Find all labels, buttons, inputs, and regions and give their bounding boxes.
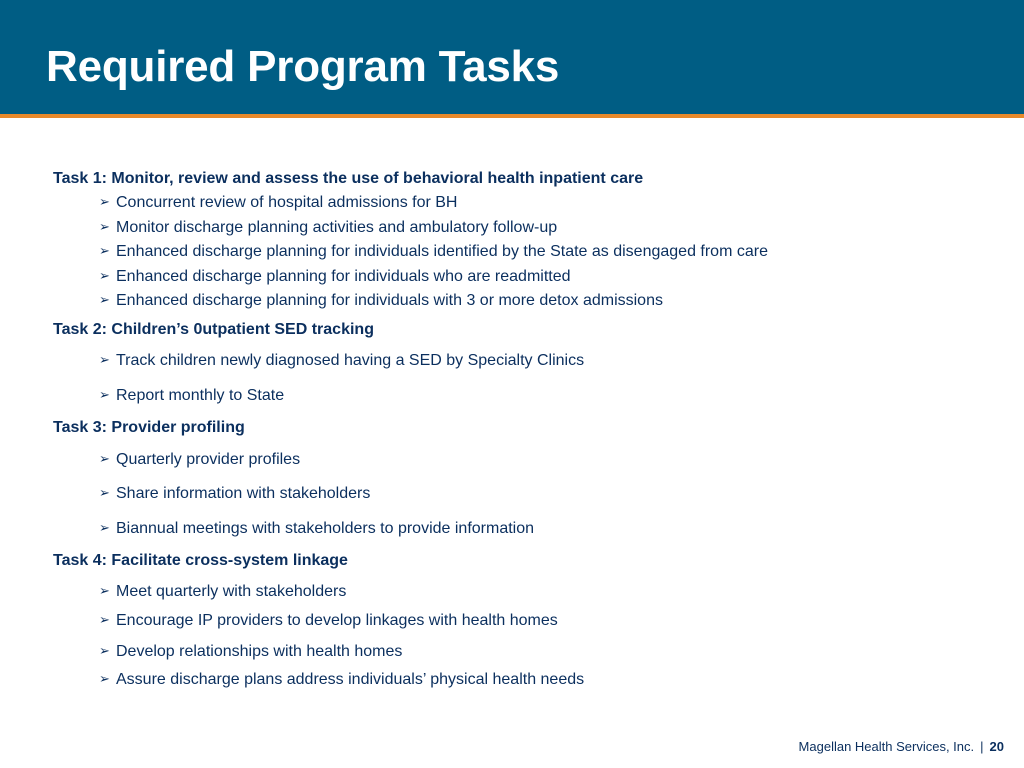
task-4-bullet-1 — [99, 582, 346, 602]
bullet-text: Quarterly provider profiles — [116, 451, 301, 468]
arrow-bullet-icon: ➢ — [99, 194, 110, 209]
arrow-bullet-icon: ➢ — [99, 485, 110, 500]
bullet-text: Track children newly diagnosed having a SED by Specialty Clinics — [116, 352, 585, 369]
task-3-bullet-1 — [99, 450, 300, 470]
bullet-text: Enhanced discharge planning for individuals who are readmitted — [116, 268, 571, 285]
arrow-bullet-icon: ➢ — [99, 451, 110, 466]
task-2-bullet-1 — [99, 351, 584, 371]
task-1-bullet-4 — [99, 267, 571, 287]
footer-separator: | — [980, 739, 984, 754]
task-4-bullet-4 — [99, 670, 584, 690]
task-1-bullet-2 — [99, 218, 557, 238]
bullet-text: Enhanced discharge planning for individuals with 3 or more detox admissions — [116, 292, 663, 309]
task-4-heading: Task 4: Facilitate cross-system linkage — [53, 552, 348, 569]
header-accent-rule — [0, 114, 1024, 118]
task-2-bullet-2 — [99, 386, 284, 406]
task-1-heading: Task 1: Monitor, review and assess the use of behavioral health inpatient care — [53, 170, 644, 187]
task-1-bullet-1 — [99, 193, 457, 213]
bullet-text: Encourage IP providers to develop linkages with health homes — [116, 612, 558, 629]
slide-footer — [799, 738, 1004, 756]
bullet-text: Monitor discharge planning activities and ambulatory follow-up — [116, 219, 558, 236]
task-1-bullet-3 — [99, 242, 768, 262]
slide-title: Required Program Tasks — [46, 42, 560, 91]
bullet-text: Enhanced discharge planning for individuals identified by the State as disengaged from care — [116, 243, 768, 260]
task-4-bullet-2 — [99, 611, 558, 631]
bullet-text: Biannual meetings with stakeholders to provide information — [116, 520, 535, 537]
bullet-text: Share information with stakeholders — [116, 485, 371, 502]
bullet-text: Develop relationships with health homes — [116, 643, 403, 660]
arrow-bullet-icon: ➢ — [99, 583, 110, 598]
bullet-text: Meet quarterly with stakeholders — [116, 583, 347, 600]
arrow-bullet-icon: ➢ — [99, 387, 110, 402]
task-1-bullet-5 — [99, 291, 663, 311]
arrow-bullet-icon: ➢ — [99, 292, 110, 307]
arrow-bullet-icon: ➢ — [99, 612, 110, 627]
arrow-bullet-icon: ➢ — [99, 520, 110, 535]
arrow-bullet-icon: ➢ — [99, 352, 110, 367]
arrow-bullet-icon: ➢ — [99, 243, 110, 258]
task-3-bullet-3 — [99, 519, 534, 539]
arrow-bullet-icon: ➢ — [99, 671, 110, 686]
company-name: Magellan Health Services, Inc. — [798, 739, 975, 754]
arrow-bullet-icon: ➢ — [99, 268, 110, 283]
bullet-text: Report monthly to State — [116, 387, 285, 404]
arrow-bullet-icon: ➢ — [99, 219, 110, 234]
arrow-bullet-icon: ➢ — [99, 643, 110, 658]
page-number: 20 — [989, 739, 1004, 754]
bullet-text: Assure discharge plans address individuals’ physical health needs — [116, 671, 585, 688]
bullet-text: Concurrent review of hospital admissions for BH — [116, 194, 458, 211]
task-3-bullet-2 — [99, 484, 370, 504]
task-4-bullet-3 — [99, 642, 402, 662]
task-2-heading: Task 2: Children’s 0utpatient SED tracking — [53, 321, 374, 338]
task-3-heading: Task 3: Provider profiling — [53, 419, 245, 436]
